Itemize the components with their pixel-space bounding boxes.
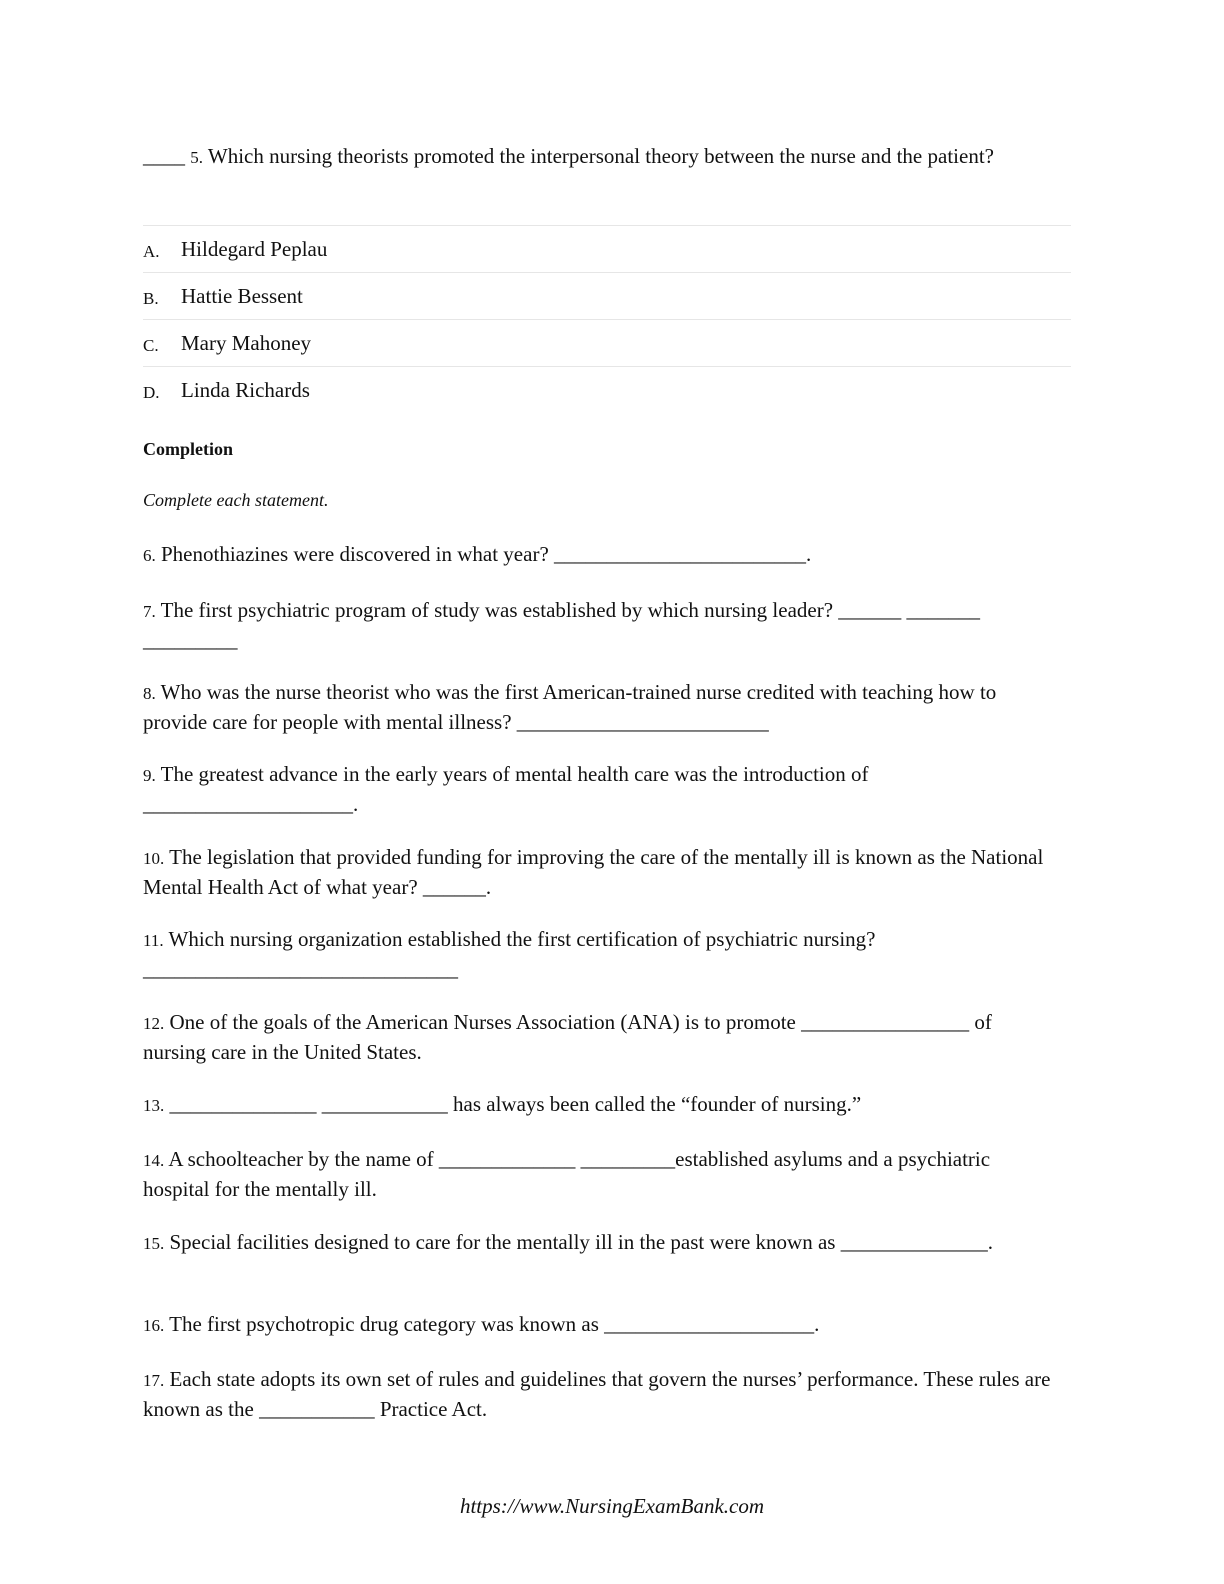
question-number: 16. [143,1316,165,1335]
choice-letter: A. [143,241,160,261]
choice-c [143,319,1071,366]
choice-text: Hattie Bessent [181,283,303,308]
choice-text: Hildegard Peplau [181,236,328,261]
question-text: The first psychotropic drug category was known as ____________________. [169,1312,820,1336]
document-page [143,0,1073,1584]
question-text: ______________ ____________ has always been called the “founder of nursing.” [169,1092,862,1116]
question-14 [143,1145,1053,1203]
question-16 [143,1310,1053,1340]
question-text: Phenothiazines were discovered in what year? ________________________. [161,542,812,566]
footer-url: https://www.NursingExamBank.com [459,1494,765,1518]
question-15 [143,1228,1053,1258]
question-text: The first psychiatric program of study was established by which nursing leader? ______ _______ _________ [143,598,981,652]
question-7 [143,596,1053,654]
question-10 [143,843,1053,901]
question-11 [143,925,1053,983]
question-text: Which nursing theorists promoted the interpersonal theory between the nurse and the patient? [207,144,994,168]
choice-text: Mary Mahoney [181,330,312,355]
choice-a [143,225,1071,272]
choice-letter: C. [143,335,159,355]
section-instruction: Complete each statement. [143,490,329,510]
mc-question-5 [143,142,1043,172]
question-text: The legislation that provided funding for improving the care of the mentally ill is known as the National Mental Health Act of what year? ______. [143,845,1044,899]
question-text: Who was the nurse theorist who was the first American-trained nurse credited with teaching how to provide care for people with mental illness? ________________________ [143,680,997,734]
question-number: 12. [143,1014,165,1033]
question-number: 7. [143,602,156,621]
question-8 [143,678,1053,736]
question-number: 9. [143,766,156,785]
question-9 [143,760,1053,818]
question-text: One of the goals of the American Nurses Association (ANA) is to promote ________________ of nursing care in the United States. [143,1010,992,1064]
question-number: 11. [143,931,164,950]
question-number: 14. [143,1151,165,1170]
question-13 [143,1090,1053,1120]
question-number: 8. [143,684,156,703]
question-text: Which nursing organization established the first certification of psychiatric nursing? ______________________________ [143,927,876,981]
question-17 [143,1365,1053,1423]
question-text: Special facilities designed to care for the mentally ill in the past were known as ______________. [169,1230,993,1254]
question-number: 13. [143,1096,165,1115]
choice-text: Linda Richards [181,377,310,402]
section-heading: Completion [143,439,233,459]
choice-d [143,366,1071,413]
choice-letter: B. [143,288,159,308]
question-6 [143,540,1053,570]
question-number: 10. [143,849,165,868]
question-number: 6. [143,546,156,565]
question-text: The greatest advance in the early years of mental health care was the introduction of ____________________. [143,762,869,816]
choice-letter: D. [143,382,160,402]
answer-choices [143,225,1071,413]
answer-blank: ____ [143,144,185,168]
question-12 [143,1008,1053,1066]
question-text: A schoolteacher by the name of _____________ _________established asylums and a psychiatric hospital for the mentally ill. [143,1147,991,1201]
question-number: 15. [143,1234,165,1253]
question-text: Each state adopts its own set of rules and guidelines that govern the nurses’ performance. These rules are known as the ___________ Practice Act. [143,1367,1051,1421]
question-number: 17. [143,1371,165,1390]
question-number: 5. [190,148,203,167]
choice-b [143,272,1071,319]
